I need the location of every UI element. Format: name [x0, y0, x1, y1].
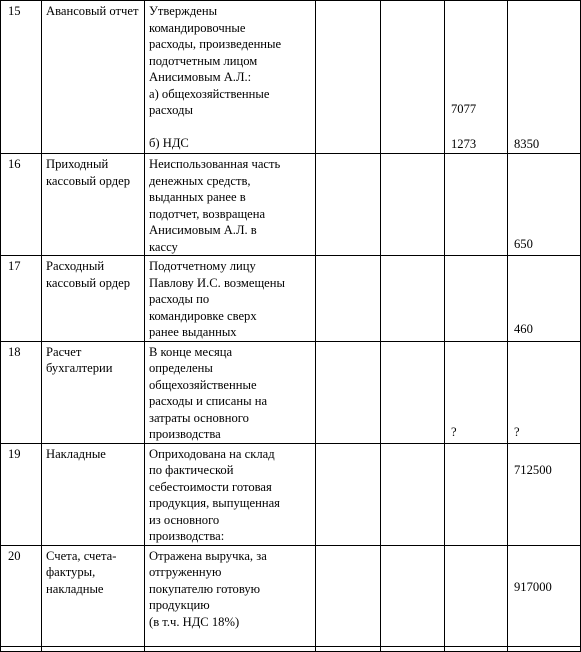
debit-account — [316, 154, 381, 256]
total-amount: 917000 — [508, 545, 581, 646]
table-row — [1, 443, 581, 545]
credit-account — [381, 256, 445, 342]
credit-account — [381, 341, 445, 443]
table-row — [1, 646, 581, 651]
debit-account — [316, 443, 381, 545]
debit-account — [316, 341, 381, 443]
row-number: 17 — [1, 256, 42, 342]
document-name: Счета, счета-фактуры, накладные — [42, 545, 145, 646]
operation-description: Отражена выручка, за отгруженную покупателю готовую продукцию (в т.ч. НДС 18%) — [145, 545, 316, 646]
operation-description: В конце месяца определены общехозяйственные расходы и списаны на затраты основного производства — [145, 341, 316, 443]
debit-account — [316, 256, 381, 342]
table-row — [1, 545, 581, 646]
partial-amount-b: 1273 — [451, 137, 477, 151]
document-name: Авансовый отчет — [42, 1, 145, 154]
row-number: 15 — [1, 1, 42, 154]
debit-account — [316, 545, 381, 646]
operation-description: Неиспользованная часть денежных средств, выданных ранее в подотчет, возвращена Анисимовым А.Л. в кассу — [145, 154, 316, 256]
document-name: Расчет бухгалтерии — [42, 341, 145, 443]
total-amount: 8350 — [508, 1, 581, 154]
total-amount: 712500 — [508, 443, 581, 545]
table-row — [1, 341, 581, 443]
total-amount: ? — [508, 341, 581, 443]
partial-amount — [445, 154, 508, 256]
credit-account — [381, 545, 445, 646]
credit-account — [381, 1, 445, 154]
table-row — [1, 256, 581, 342]
partial-amount-a: 7077 — [451, 102, 477, 116]
operation-description: Оприходована на склад по фактической себестоимости готовая продукция, выпущенная из основного производства: — [145, 443, 316, 545]
document-name: Расходный кассовый ордер — [42, 256, 145, 342]
partial-amount — [445, 256, 508, 342]
credit-account — [381, 154, 445, 256]
document-name: Приходный кассовый ордер — [42, 154, 145, 256]
partial-amount — [445, 443, 508, 545]
operation-description: Подотчетному лицу Павлову И.С. возмещены расходы по командировке сверх ранее выданных — [145, 256, 316, 342]
table-row — [1, 1, 581, 154]
document-name: Накладные — [42, 443, 145, 545]
total-amount: 460 — [508, 256, 581, 342]
row-number: 20 — [1, 545, 42, 646]
row-number: 16 — [1, 154, 42, 256]
row-number: 19 — [1, 443, 42, 545]
table-row — [1, 154, 581, 256]
operation-description: Утверждены командировочные расходы, произведенные подотчетным лицом Анисимовым А.Л.: а) общехозяйственные расходы б) НДС — [145, 1, 316, 154]
partial-amount — [445, 545, 508, 646]
total-amount: 650 — [508, 154, 581, 256]
credit-account — [381, 443, 445, 545]
partial-amount: ? — [445, 341, 508, 443]
row-number: 18 — [1, 341, 42, 443]
debit-account — [316, 1, 381, 154]
partial-amount — [445, 1, 508, 154]
